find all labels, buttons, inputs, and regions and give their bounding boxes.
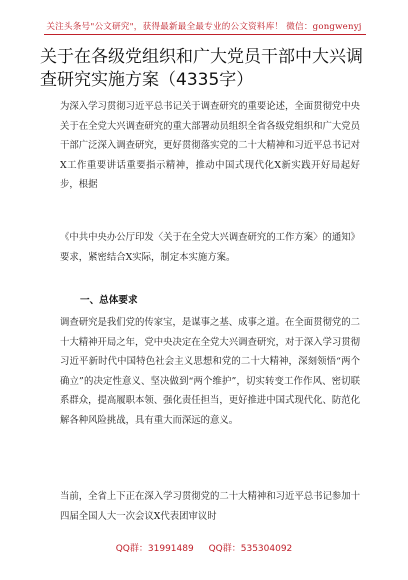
document-title: 关于在各级党组织和广大党员干部中大兴调查研究实施方案（4335字）: [40, 47, 363, 90]
paragraph-current-situation: 当前，全省上下正在深入学习贯彻党的二十大精神和习近平总书记参加十四届全国人大一次会议X代表团审议时: [60, 491, 361, 522]
footer-qq-group-2: QQ群：535304092: [208, 544, 293, 554]
footer: [0, 541, 408, 554]
paragraph-overall-requirements: 调查研究是我们党的传家宝，是谋事之基、成事之道。在全面贯彻党的二十大精神开局之年，党中央决定在全党大兴调查研究，对于深入学习贯彻习近平新时代中国特色社会主义思想和党的二十大精神，深刻领悟“两个确立”的决定性意义、坚决做到“两个维护”，切实转变工作作风、密切联系群众，提高履职本领、强化责任担当，更好推进中国式现代化、防范化解各种风险挑战，具有重大而深远的意义。: [60, 317, 361, 426]
paragraph-intro: 为深入学习贯彻习近平总书记关于调查研究的重要论述，全面贯彻党中央关于在全党大兴调查研究的重大部署动员组织全省各级党组织和广大党员干部广泛深入调查研究，更好贯彻落实党的二十大精神和习近平总书记对X工作重要讲话重要指示精神，推动中国式现代化X新实践开好局起好步，根据: [60, 101, 361, 191]
footer-qq-group-1: QQ群：31991489: [115, 544, 194, 554]
section-heading: 一、总体要求: [80, 295, 138, 306]
header-banner: 关注头条号"公文研究"，获得最新最全最专业的公文资料库！ 微信：gongwenyj: [46, 22, 362, 32]
header-divider: [44, 34, 366, 35]
paragraph-reference: 《中共中央办公厅印发〈关于在全党大兴调查研究的工作方案〉的通知》要求，紧密结合X实际，制定本实施方案。: [60, 232, 361, 263]
